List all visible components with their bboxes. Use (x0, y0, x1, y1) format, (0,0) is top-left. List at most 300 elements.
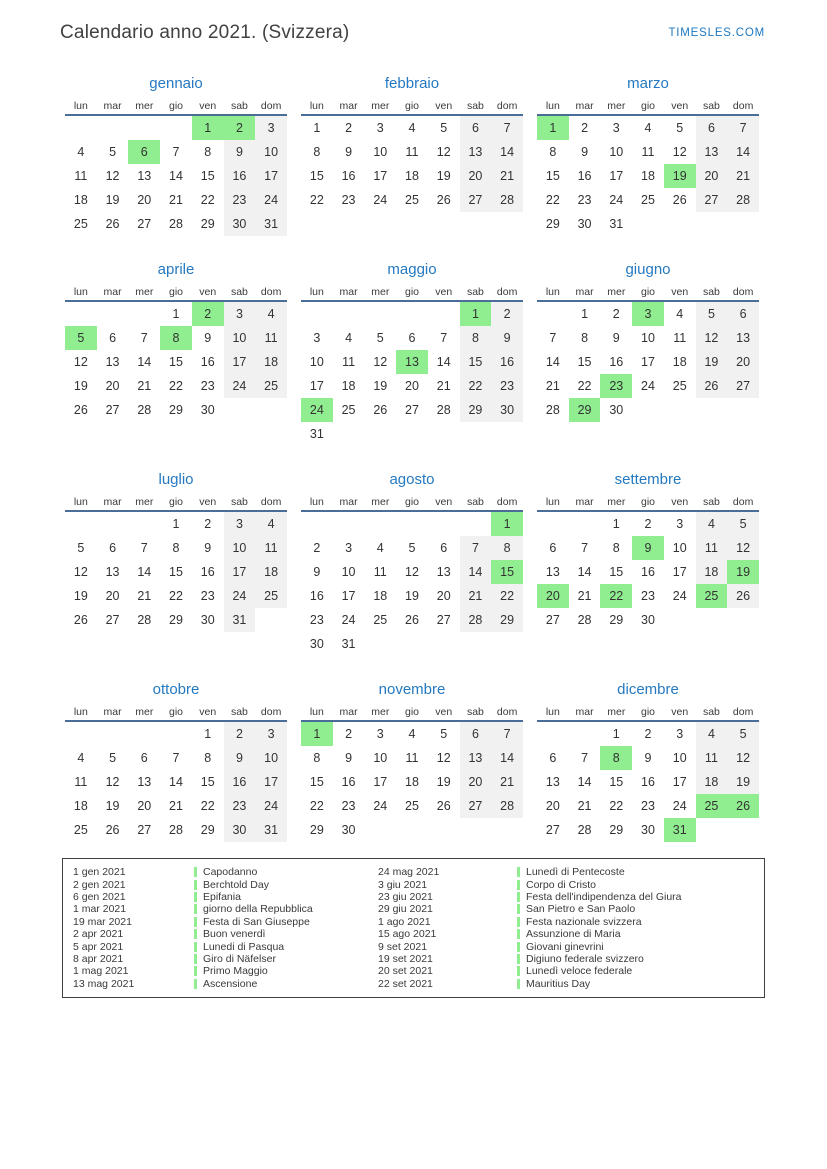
day-header-gio: gio (640, 496, 655, 508)
date-cell: 9 (345, 751, 353, 765)
date-cell: 28 (577, 823, 592, 837)
legend-holiday-name: Ascensione (203, 977, 258, 990)
empty-cell (727, 212, 759, 236)
date-cell-holiday: 1 (491, 512, 523, 536)
day-header-mer: mer (371, 706, 390, 718)
legend-holiday-name: Festa dell'indipendenza del Giura (526, 890, 682, 903)
date-cell: 23 (641, 589, 655, 603)
holiday-marker (194, 867, 197, 877)
month-title: giugno (625, 261, 671, 278)
month-title: dicembre (617, 681, 679, 698)
date-cell: 30 (200, 403, 215, 417)
legend-entry (73, 953, 378, 965)
empty-cell (632, 212, 664, 236)
date-cell: 3 (224, 302, 256, 326)
date-cell: 31 (341, 637, 356, 651)
day-header-ven: ven (435, 286, 453, 298)
day-header-dom: dom (260, 496, 282, 508)
date-cell: 6 (549, 541, 557, 555)
empty-cell (160, 722, 192, 746)
day-header-lun: lun (309, 706, 324, 718)
date-cell-holiday: 8 (600, 746, 632, 770)
date-cell: 30 (641, 613, 655, 627)
date-cell-holiday: 26 (727, 794, 759, 818)
day-header-ven: ven (671, 286, 689, 298)
date-cell: 15 (169, 565, 183, 579)
legend-date: 29 giu 2021 (378, 903, 433, 916)
legend-entry (73, 903, 378, 915)
date-cell: 4 (345, 331, 353, 345)
month-aprile (65, 260, 287, 422)
date-cell: 18 (672, 355, 687, 369)
date-cell: 15 (577, 355, 592, 369)
month-febbraio (301, 74, 523, 212)
date-cell: 4 (255, 512, 287, 536)
empty-cell (301, 302, 333, 326)
date-cell-holiday: 1 (192, 116, 224, 140)
holiday-marker (517, 867, 520, 877)
date-cell-holiday: 19 (664, 164, 696, 188)
date-cell: 9 (345, 145, 353, 159)
date-cell: 9 (204, 541, 212, 555)
date-cell: 18 (73, 193, 88, 207)
day-header-dom: dom (496, 100, 518, 112)
date-cell: 26 (696, 374, 728, 398)
legend-entry (73, 928, 378, 940)
date-cell: 21 (577, 799, 592, 813)
day-header-sab: sab (466, 286, 484, 298)
date-cell: 28 (436, 403, 451, 417)
date-cell: 5 (376, 331, 384, 345)
date-cell: 10 (609, 145, 624, 159)
date-cell: 28 (169, 823, 183, 837)
day-header-sab: sab (466, 706, 484, 718)
date-cell: 8 (313, 751, 321, 765)
date-cell: 22 (460, 374, 492, 398)
month-title: ottobre (152, 681, 200, 698)
date-cell: 15 (200, 775, 215, 789)
date-cell: 20 (405, 379, 419, 393)
legend-entry (378, 891, 764, 903)
date-cell: 17 (609, 169, 624, 183)
date-cell: 22 (491, 584, 523, 608)
legend-entry (73, 965, 378, 977)
day-header-mar: mar (103, 286, 122, 298)
day-header-mer: mer (371, 286, 390, 298)
date-cell: 12 (373, 355, 388, 369)
legend-holiday-name: Mauritius Day (526, 977, 591, 990)
date-cell: 22 (545, 193, 560, 207)
date-cell: 16 (341, 169, 356, 183)
date-cell: 20 (137, 799, 152, 813)
empty-cell (333, 302, 365, 326)
month-grid (301, 494, 523, 656)
date-cell: 15 (609, 775, 624, 789)
date-cell: 11 (696, 746, 728, 770)
date-cell-holiday: 1 (460, 302, 492, 326)
date-cell: 23 (309, 613, 324, 627)
date-cell: 21 (491, 770, 523, 794)
date-cell: 10 (641, 331, 655, 345)
date-cell: 25 (255, 374, 287, 398)
date-cell: 5 (440, 121, 448, 135)
date-cell: 21 (436, 379, 451, 393)
date-cell: 4 (408, 727, 416, 741)
legend-entry (378, 978, 764, 990)
holiday-marker (517, 917, 520, 927)
day-header-gio: gio (168, 496, 183, 508)
legend-entry (73, 878, 378, 890)
date-cell: 21 (137, 379, 152, 393)
day-header-sab: sab (466, 496, 484, 508)
date-cell: 20 (545, 799, 560, 813)
month-title: gennaio (149, 75, 203, 92)
date-cell: 22 (609, 799, 624, 813)
empty-cell (301, 512, 333, 536)
holiday-marker (194, 942, 197, 952)
empty-cell (664, 398, 696, 422)
empty-cell (460, 512, 492, 536)
date-cell: 1 (581, 307, 589, 321)
legend-date: 24 mag 2021 (378, 866, 440, 879)
day-header-mar: mar (103, 100, 122, 112)
date-cell: 8 (204, 751, 212, 765)
date-cell: 4 (408, 121, 416, 135)
day-header-mar: mar (103, 496, 122, 508)
date-cell: 15 (309, 775, 324, 789)
month-marzo (537, 74, 759, 236)
day-header-mer: mer (607, 286, 626, 298)
empty-cell (97, 512, 129, 536)
date-cell: 30 (309, 637, 324, 651)
day-header-sab: sab (702, 496, 720, 508)
empty-cell (428, 422, 460, 446)
date-cell: 31 (224, 608, 256, 632)
date-cell: 7 (460, 536, 492, 560)
empty-cell (364, 422, 396, 446)
date-cell: 6 (408, 331, 416, 345)
date-cell: 6 (140, 751, 148, 765)
day-header-mer: mer (607, 496, 626, 508)
empty-cell (396, 818, 428, 842)
date-cell: 13 (545, 565, 560, 579)
legend-date: 23 giu 2021 (378, 890, 433, 903)
month-title: luglio (158, 471, 194, 488)
date-cell: 16 (224, 164, 256, 188)
date-cell: 17 (309, 379, 324, 393)
legend-entry (73, 891, 378, 903)
date-cell: 17 (672, 775, 687, 789)
date-cell: 17 (255, 164, 287, 188)
date-cell: 4 (696, 512, 728, 536)
date-cell: 10 (255, 140, 287, 164)
date-cell: 20 (137, 193, 152, 207)
date-cell-holiday: 5 (65, 326, 97, 350)
date-cell: 12 (405, 565, 419, 579)
date-cell: 2 (581, 121, 589, 135)
date-cell: 18 (373, 589, 388, 603)
date-cell: 10 (224, 326, 256, 350)
date-cell: 25 (73, 217, 88, 231)
day-header-sab: sab (702, 286, 720, 298)
day-header-dom: dom (260, 100, 282, 112)
day-header-ven: ven (435, 706, 453, 718)
date-cell-holiday: 20 (537, 584, 569, 608)
empty-cell (255, 398, 287, 422)
day-header-mar: mar (575, 286, 594, 298)
holiday-marker (194, 954, 197, 964)
date-cell: 2 (644, 517, 652, 531)
day-header-sab: sab (702, 706, 720, 718)
date-cell: 14 (137, 565, 152, 579)
legend-box (62, 858, 765, 998)
date-cell: 26 (436, 799, 451, 813)
date-cell: 3 (255, 116, 287, 140)
legend-entry (73, 940, 378, 952)
date-cell: 20 (105, 589, 120, 603)
date-cell-holiday: 6 (128, 140, 160, 164)
date-cell: 20 (696, 164, 728, 188)
legend-holiday-name: Epifania (203, 890, 241, 903)
date-cell: 4 (77, 145, 85, 159)
date-cell: 20 (727, 350, 759, 374)
date-cell: 8 (581, 331, 589, 345)
legend-date: 8 apr 2021 (73, 952, 124, 965)
date-cell: 16 (641, 775, 655, 789)
date-cell: 10 (255, 746, 287, 770)
legend-entry (378, 928, 764, 940)
date-cell: 19 (436, 169, 451, 183)
day-header-mar: mar (575, 496, 594, 508)
date-cell: 9 (644, 751, 652, 765)
date-cell: 15 (545, 169, 560, 183)
date-cell: 17 (224, 560, 256, 584)
empty-cell (97, 302, 129, 326)
date-cell: 25 (73, 823, 88, 837)
date-cell: 13 (727, 326, 759, 350)
legend-date: 22 set 2021 (378, 977, 433, 990)
date-cell: 5 (727, 512, 759, 536)
date-cell: 17 (224, 350, 256, 374)
date-cell: 22 (169, 379, 183, 393)
date-cell: 23 (224, 794, 256, 818)
date-cell: 9 (224, 746, 256, 770)
date-cell: 15 (460, 350, 492, 374)
empty-cell (97, 116, 129, 140)
date-cell: 1 (204, 727, 212, 741)
empty-cell (364, 632, 396, 656)
date-cell-holiday: 8 (160, 326, 192, 350)
date-cell: 26 (73, 613, 88, 627)
date-cell: 2 (612, 307, 620, 321)
date-cell: 11 (255, 326, 287, 350)
day-header-ven: ven (671, 496, 689, 508)
date-cell: 25 (405, 799, 419, 813)
date-cell: 10 (373, 145, 388, 159)
day-header-sab: sab (230, 496, 248, 508)
date-cell: 14 (491, 746, 523, 770)
date-cell: 9 (224, 140, 256, 164)
date-cell: 27 (436, 613, 451, 627)
legend-entry (378, 916, 764, 928)
day-header-lun: lun (545, 100, 560, 112)
date-cell: 16 (609, 355, 624, 369)
holiday-marker (517, 904, 520, 914)
holiday-marker (194, 929, 197, 939)
site-link[interactable]: TIMESLES.COM (668, 27, 765, 39)
legend-holiday-name: Corpo di Cristo (526, 878, 597, 891)
date-cell-holiday: 29 (569, 398, 601, 422)
date-cell: 21 (545, 379, 560, 393)
empty-cell (396, 632, 428, 656)
date-cell: 2 (345, 727, 353, 741)
month-grid (301, 98, 523, 212)
date-cell: 16 (224, 770, 256, 794)
date-cell: 10 (224, 536, 256, 560)
date-cell: 22 (169, 589, 183, 603)
legend-holiday-name: Giro di Näfelser (203, 952, 276, 965)
day-header-sab: sab (230, 286, 248, 298)
date-cell: 12 (105, 775, 120, 789)
date-cell: 23 (341, 799, 356, 813)
empty-cell (128, 116, 160, 140)
day-header-gio: gio (404, 286, 419, 298)
day-header-mer: mer (371, 496, 390, 508)
empty-cell (491, 422, 523, 446)
empty-cell (333, 422, 365, 446)
date-cell-holiday: 25 (696, 584, 728, 608)
holiday-marker (517, 954, 520, 964)
date-cell: 23 (200, 589, 215, 603)
date-cell: 22 (309, 193, 324, 207)
month-agosto (301, 470, 523, 656)
date-cell: 10 (672, 751, 687, 765)
empty-cell (128, 722, 160, 746)
date-cell: 24 (672, 589, 687, 603)
date-cell: 19 (696, 350, 728, 374)
month-settembre (537, 470, 759, 632)
date-cell: 7 (491, 722, 523, 746)
date-cell: 10 (672, 541, 687, 555)
date-cell: 13 (460, 140, 492, 164)
date-cell: 4 (696, 722, 728, 746)
date-cell: 13 (137, 169, 152, 183)
date-cell: 9 (581, 145, 589, 159)
month-luglio (65, 470, 287, 632)
legend-holiday-name: Festa nazionale svizzera (526, 915, 642, 928)
legend-date: 6 gen 2021 (73, 890, 126, 903)
date-cell: 1 (172, 307, 180, 321)
date-cell: 29 (169, 403, 183, 417)
date-cell: 14 (436, 355, 451, 369)
date-cell: 10 (309, 355, 324, 369)
month-title: agosto (389, 471, 435, 488)
date-cell: 5 (77, 541, 85, 555)
date-cell: 25 (341, 403, 356, 417)
date-cell: 7 (727, 116, 759, 140)
date-cell-holiday: 25 (696, 794, 728, 818)
day-header-lun: lun (545, 496, 560, 508)
empty-cell (664, 212, 696, 236)
day-header-ven: ven (671, 100, 689, 112)
date-cell: 20 (105, 379, 120, 393)
date-cell: 30 (200, 613, 215, 627)
date-cell: 27 (405, 403, 419, 417)
empty-cell (65, 302, 97, 326)
day-header-lun: lun (309, 286, 324, 298)
date-cell: 2 (224, 722, 256, 746)
legend-holiday-name: Assunzione di Maria (526, 928, 621, 941)
date-cell: 13 (696, 140, 728, 164)
date-cell: 19 (73, 589, 88, 603)
date-cell: 12 (696, 326, 728, 350)
date-cell: 18 (696, 770, 728, 794)
legend-date: 2 apr 2021 (73, 928, 124, 941)
date-cell: 13 (105, 355, 120, 369)
day-header-gio: gio (640, 286, 655, 298)
date-cell: 17 (373, 775, 388, 789)
date-cell: 9 (204, 331, 212, 345)
empty-cell (428, 818, 460, 842)
date-cell: 9 (612, 331, 620, 345)
empty-cell (537, 302, 569, 326)
date-cell: 12 (73, 565, 88, 579)
legend-date: 19 mar 2021 (73, 915, 132, 928)
date-cell: 29 (545, 217, 560, 231)
page-header (0, 0, 827, 46)
month-grid (537, 704, 759, 842)
holiday-marker (194, 966, 197, 976)
date-cell: 17 (255, 770, 287, 794)
empty-cell (727, 608, 759, 632)
date-cell: 17 (672, 565, 687, 579)
empty-cell (396, 422, 428, 446)
date-cell: 28 (577, 613, 592, 627)
legend-date: 15 ago 2021 (378, 928, 437, 941)
date-cell: 23 (341, 193, 356, 207)
date-cell: 21 (137, 589, 152, 603)
empty-cell (97, 722, 129, 746)
date-cell: 12 (73, 355, 88, 369)
legend-entry (73, 866, 378, 878)
date-cell: 12 (436, 751, 451, 765)
date-cell: 5 (109, 751, 117, 765)
legend-holiday-name: San Pietro e San Paolo (526, 903, 636, 916)
month-ottobre (65, 680, 287, 842)
legend-entry (378, 940, 764, 952)
day-header-mer: mer (135, 496, 154, 508)
empty-cell (460, 422, 492, 446)
date-cell: 12 (672, 145, 687, 159)
legend-holiday-name: giorno della Repubblica (203, 903, 313, 916)
date-cell: 13 (105, 565, 120, 579)
day-header-mar: mar (339, 100, 358, 112)
date-cell: 31 (309, 427, 324, 441)
date-cell: 16 (309, 589, 324, 603)
month-title: febbraio (384, 75, 440, 92)
empty-cell (696, 818, 728, 842)
date-cell: 20 (436, 589, 451, 603)
day-header-mer: mer (135, 706, 154, 718)
month-title: maggio (387, 261, 437, 278)
month-title: aprile (157, 261, 195, 278)
date-cell: 11 (696, 536, 728, 560)
date-cell: 30 (491, 398, 523, 422)
date-cell: 26 (672, 193, 687, 207)
day-header-lun: lun (309, 496, 324, 508)
date-cell: 14 (545, 355, 560, 369)
date-cell: 19 (105, 799, 120, 813)
